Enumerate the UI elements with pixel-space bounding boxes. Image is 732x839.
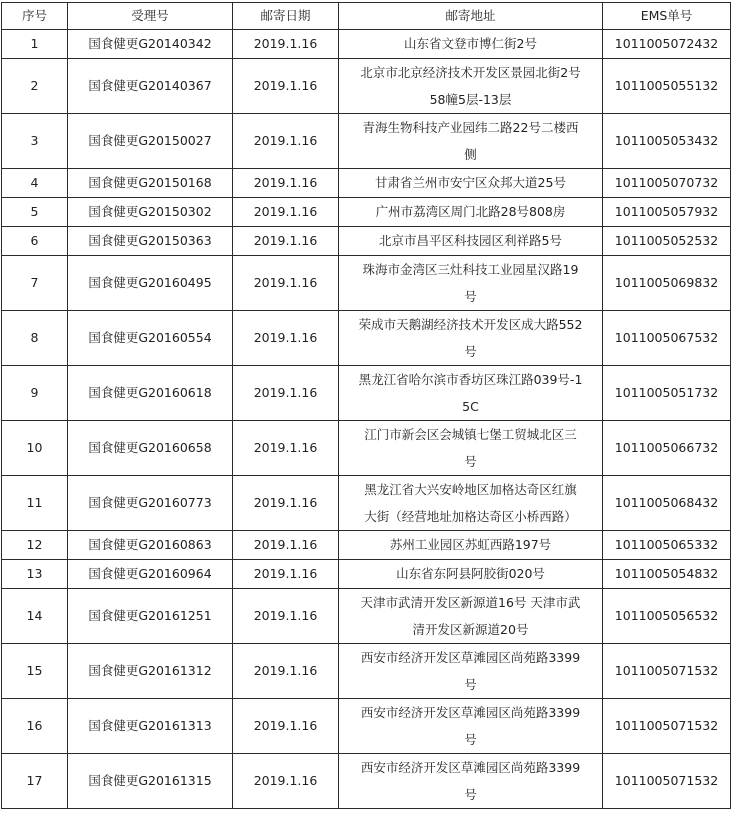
cell-acceptance-number: 国食健更G20161315: [68, 754, 233, 809]
cell-acceptance-number: 国食健更G20160964: [68, 560, 233, 589]
cell-mailing-address: [339, 311, 603, 366]
address-line: 山东省文登市博仁街2号: [404, 36, 537, 51]
header-acceptance-number: 受理号: [68, 3, 233, 30]
address-line: 苏州工业园区苏虹西路197号: [389, 537, 552, 552]
address-line: 甘肃省兰州市安宁区众邦大道25号: [375, 175, 566, 190]
table-row: [2, 169, 731, 198]
cell-serial-number: 3: [2, 114, 68, 169]
header-serial-number: 序号: [2, 3, 68, 30]
cell-ems-number: 1011005053432: [603, 114, 731, 169]
table-body: [2, 30, 731, 809]
table-row: [2, 366, 731, 421]
cell-mailing-address: [339, 531, 603, 560]
table-header: [2, 3, 731, 30]
address-line: 青海生物科技产业园纬二路22号二楼西: [362, 120, 579, 135]
address-line: 天津市武清开发区新源道16号 天津市武: [360, 595, 581, 610]
cell-ems-number: 1011005065332: [603, 531, 731, 560]
table-row: [2, 644, 731, 699]
cell-ems-number: 1011005067532: [603, 311, 731, 366]
cell-serial-number: 10: [2, 421, 68, 476]
cell-serial-number: 8: [2, 311, 68, 366]
cell-acceptance-number: 国食健更G20150027: [68, 114, 233, 169]
cell-mailing-date: 2019.1.16: [233, 311, 339, 366]
cell-mailing-date: 2019.1.16: [233, 30, 339, 59]
cell-ems-number: 1011005052532: [603, 227, 731, 256]
table-row: [2, 30, 731, 59]
cell-ems-number: 1011005056532: [603, 589, 731, 644]
cell-ems-number: 1011005071532: [603, 644, 731, 699]
cell-mailing-date: 2019.1.16: [233, 256, 339, 311]
cell-serial-number: 7: [2, 256, 68, 311]
address-line: 号: [464, 289, 477, 304]
table-row: [2, 114, 731, 169]
cell-acceptance-number: 国食健更G20161312: [68, 644, 233, 699]
cell-mailing-address: [339, 699, 603, 754]
cell-mailing-address: [339, 644, 603, 699]
cell-serial-number: 14: [2, 589, 68, 644]
address-line: 荣成市天鹅湖经济技术开发区成大路552: [358, 317, 583, 332]
address-line: 西安市经济开发区草滩园区尚苑路3399: [360, 705, 581, 720]
cell-acceptance-number: 国食健更G20161313: [68, 699, 233, 754]
table-row: [2, 531, 731, 560]
cell-acceptance-number: 国食健更G20160863: [68, 531, 233, 560]
cell-mailing-address: [339, 198, 603, 227]
cell-mailing-date: 2019.1.16: [233, 366, 339, 421]
cell-acceptance-number: 国食健更G20150302: [68, 198, 233, 227]
header-row: [2, 3, 731, 30]
cell-mailing-address: [339, 366, 603, 421]
cell-mailing-date: 2019.1.16: [233, 589, 339, 644]
cell-mailing-date: 2019.1.16: [233, 198, 339, 227]
table-row: [2, 59, 731, 114]
address-line: 西安市经济开发区草滩园区尚苑路3399: [360, 760, 581, 775]
cell-serial-number: 6: [2, 227, 68, 256]
cell-ems-number: 1011005071532: [603, 699, 731, 754]
address-line: 西安市经济开发区草滩园区尚苑路3399: [360, 650, 581, 665]
table-row: [2, 589, 731, 644]
cell-mailing-date: 2019.1.16: [233, 114, 339, 169]
cell-mailing-address: [339, 30, 603, 59]
cell-acceptance-number: 国食健更G20160773: [68, 476, 233, 531]
address-line: 江门市新会区会城镇七堡工贸城北区三: [364, 427, 577, 442]
table-row: [2, 256, 731, 311]
table-row: [2, 311, 731, 366]
cell-mailing-address: [339, 754, 603, 809]
cell-mailing-address: [339, 227, 603, 256]
cell-acceptance-number: 国食健更G20160658: [68, 421, 233, 476]
address-line: 侧: [464, 147, 477, 162]
cell-serial-number: 15: [2, 644, 68, 699]
cell-acceptance-number: 国食健更G20160495: [68, 256, 233, 311]
address-line: 北京市昌平区科技园区利祥路5号: [379, 233, 562, 248]
cell-ems-number: 1011005057932: [603, 198, 731, 227]
address-line: 号: [464, 344, 477, 359]
cell-mailing-date: 2019.1.16: [233, 59, 339, 114]
address-line: 黑龙江省大兴安岭地区加格达奇区红旗: [364, 482, 577, 497]
cell-acceptance-number: 国食健更G20160618: [68, 366, 233, 421]
cell-serial-number: 5: [2, 198, 68, 227]
cell-mailing-address: [339, 421, 603, 476]
cell-mailing-date: 2019.1.16: [233, 476, 339, 531]
cell-mailing-date: 2019.1.16: [233, 531, 339, 560]
header-mailing-date: 邮寄日期: [233, 3, 339, 30]
cell-mailing-date: 2019.1.16: [233, 754, 339, 809]
cell-acceptance-number: 国食健更G20161251: [68, 589, 233, 644]
cell-mailing-date: 2019.1.16: [233, 169, 339, 198]
address-line: 号: [464, 787, 477, 802]
address-line: 珠海市金湾区三灶科技工业园星汉路19: [362, 262, 579, 277]
cell-ems-number: 1011005072432: [603, 30, 731, 59]
cell-ems-number: 1011005054832: [603, 560, 731, 589]
address-line: 号: [464, 454, 477, 469]
cell-mailing-address: [339, 476, 603, 531]
cell-mailing-date: 2019.1.16: [233, 227, 339, 256]
cell-serial-number: 12: [2, 531, 68, 560]
cell-mailing-address: [339, 560, 603, 589]
mailing-records-table: [1, 2, 731, 809]
cell-serial-number: 1: [2, 30, 68, 59]
address-line: 号: [464, 732, 477, 747]
cell-ems-number: 1011005068432: [603, 476, 731, 531]
cell-ems-number: 1011005070732: [603, 169, 731, 198]
cell-serial-number: 17: [2, 754, 68, 809]
cell-acceptance-number: 国食健更G20140342: [68, 30, 233, 59]
cell-ems-number: 1011005066732: [603, 421, 731, 476]
cell-serial-number: 11: [2, 476, 68, 531]
cell-mailing-date: 2019.1.16: [233, 560, 339, 589]
address-line: 清开发区新源道20号: [412, 622, 529, 637]
address-line: 号: [464, 677, 477, 692]
cell-acceptance-number: 国食健更G20160554: [68, 311, 233, 366]
address-line: 山东省东阿县阿胶街020号: [396, 566, 545, 581]
cell-mailing-address: [339, 59, 603, 114]
cell-ems-number: 1011005051732: [603, 366, 731, 421]
table-row: [2, 198, 731, 227]
cell-serial-number: 16: [2, 699, 68, 754]
cell-serial-number: 9: [2, 366, 68, 421]
cell-acceptance-number: 国食健更G20140367: [68, 59, 233, 114]
table-row: [2, 421, 731, 476]
table-row: [2, 476, 731, 531]
cell-mailing-address: [339, 589, 603, 644]
cell-serial-number: 13: [2, 560, 68, 589]
table-row: [2, 699, 731, 754]
table-row: [2, 227, 731, 256]
address-line: 大街（经营地址加格达奇区小桥西路）: [364, 509, 577, 524]
header-ems-number: EMS单号: [603, 3, 731, 30]
cell-acceptance-number: 国食健更G20150168: [68, 169, 233, 198]
address-line: 黑龙江省哈尔滨市香坊区珠江路039号-1: [358, 372, 583, 387]
header-mailing-address: 邮寄地址: [339, 3, 603, 30]
cell-acceptance-number: 国食健更G20150363: [68, 227, 233, 256]
cell-mailing-date: 2019.1.16: [233, 421, 339, 476]
cell-mailing-address: [339, 114, 603, 169]
cell-ems-number: 1011005055132: [603, 59, 731, 114]
address-line: 58幢5层-13层: [429, 92, 512, 107]
table-row: [2, 754, 731, 809]
address-line: 5C: [462, 399, 479, 414]
address-line: 广州市荔湾区周门北路28号808房: [375, 204, 566, 219]
cell-ems-number: 1011005069832: [603, 256, 731, 311]
table-row: [2, 560, 731, 589]
cell-ems-number: 1011005071532: [603, 754, 731, 809]
cell-mailing-date: 2019.1.16: [233, 699, 339, 754]
cell-serial-number: 2: [2, 59, 68, 114]
address-line: 北京市北京经济技术开发区景园北街2号: [360, 65, 581, 80]
cell-serial-number: 4: [2, 169, 68, 198]
cell-mailing-address: [339, 256, 603, 311]
cell-mailing-date: 2019.1.16: [233, 644, 339, 699]
cell-mailing-address: [339, 169, 603, 198]
